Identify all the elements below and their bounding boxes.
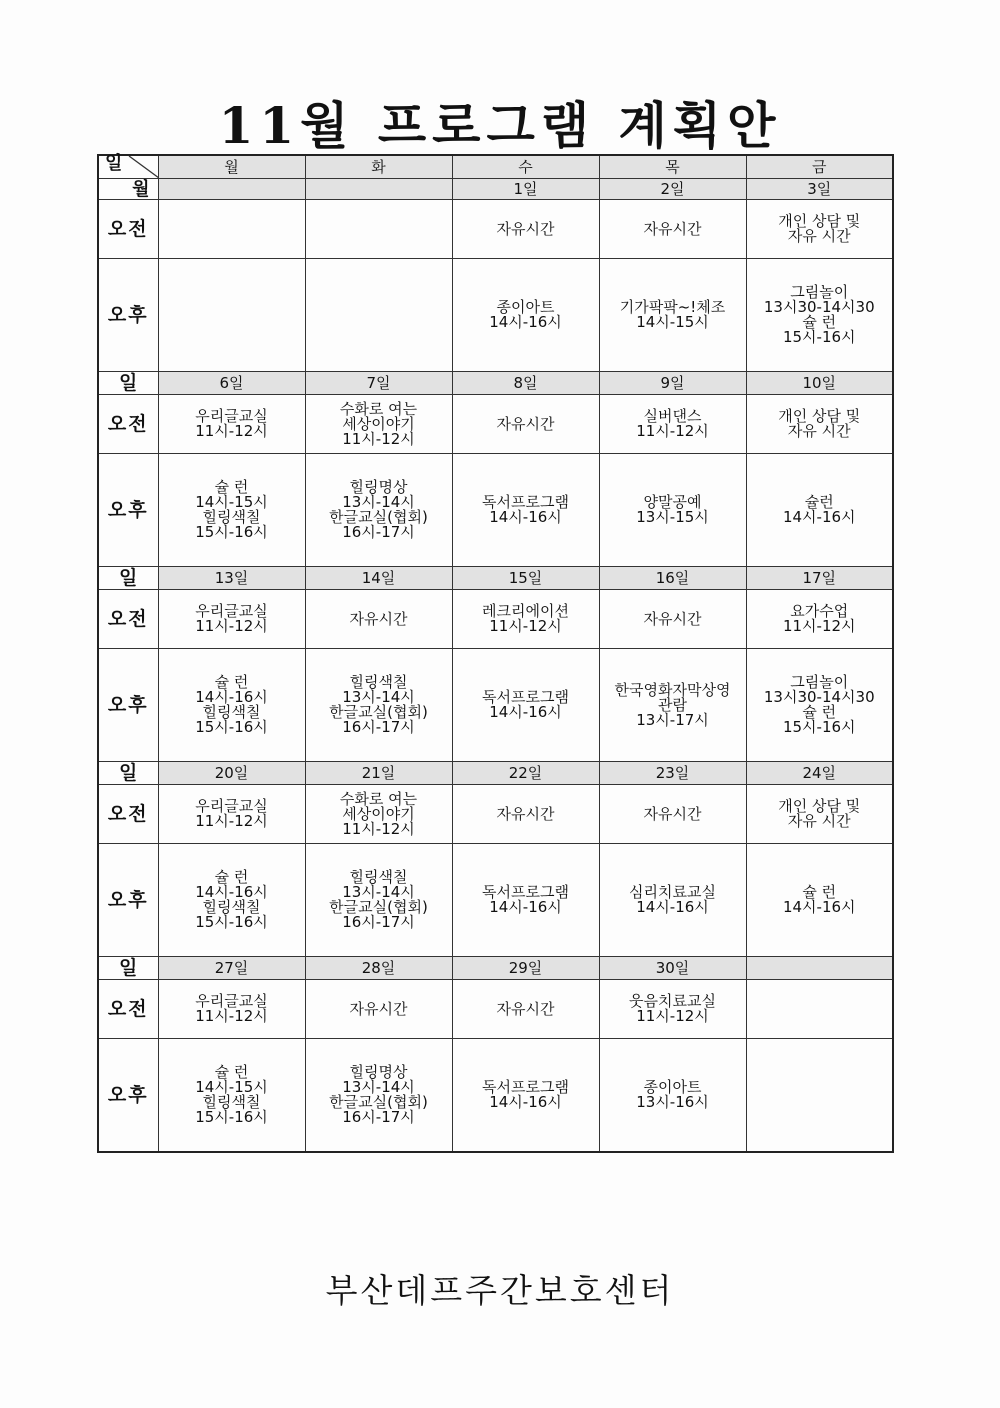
program-line: 11시-12시 [782, 617, 856, 635]
program-cell [158, 785, 305, 844]
program-line: 우리글교실 [195, 602, 268, 620]
program-cell [158, 200, 305, 259]
am-row [98, 200, 893, 259]
program-cell [452, 200, 599, 259]
program-line: 힐링명상 [349, 478, 408, 496]
period-label-pm: 오후 [98, 1039, 158, 1153]
program-line: 14시-15시 [636, 313, 709, 331]
program-line: 자유시간 [643, 219, 702, 238]
program-line: 13시-16시 [636, 1093, 709, 1111]
date-cell-fri: 17일 [746, 567, 893, 590]
program-line: 14시-16시 [489, 898, 562, 916]
date-cell-wed: 22일 [452, 762, 599, 785]
date-cell-thu: 30일 [599, 957, 746, 980]
program-line: 레크리에이션 [482, 602, 569, 620]
date-row [98, 957, 893, 980]
program-line: 13시30-14시30 [763, 688, 875, 706]
program-line: 14시-16시 [782, 898, 856, 916]
am-row [98, 395, 893, 454]
program-cell [158, 590, 305, 649]
program-line: 힐링색칠 [202, 1093, 261, 1111]
program-line: 14시-16시 [782, 508, 856, 526]
program-line: 우리글교실 [195, 797, 268, 815]
program-cell [158, 649, 305, 762]
date-cell-tue: 28일 [305, 957, 452, 980]
program-cell [452, 785, 599, 844]
program-cell [305, 200, 452, 259]
program-line: 13시-14시 [342, 1078, 415, 1096]
program-line: 13시-14시 [342, 493, 415, 511]
program-line: 기가팍팍~!체조 [619, 298, 726, 316]
program-line: 그림놀이 [790, 283, 849, 301]
corner-day-label: 일 [105, 153, 123, 174]
program-cell [599, 980, 746, 1039]
program-cell [305, 454, 452, 567]
program-line: 16시-17시 [342, 523, 415, 541]
pm-row [98, 844, 893, 957]
program-cell [305, 395, 452, 454]
program-line: 독서프로그램 [482, 688, 569, 706]
program-line: 개인 상담 및 [778, 797, 861, 815]
program-line: 한글교실(협회) [329, 1093, 428, 1111]
period-label-pm: 오후 [98, 844, 158, 957]
week-label: 일 [98, 762, 158, 785]
date-cell-tue: 14일 [305, 567, 452, 590]
program-cell [452, 1039, 599, 1153]
program-line: 힐링명상 [349, 1063, 408, 1081]
program-line: 실버댄스 [643, 407, 702, 425]
program-line: 세상이야기 [342, 414, 415, 433]
program-line: 11시-12시 [195, 1007, 268, 1025]
program-line: 15시-16시 [195, 1108, 268, 1126]
program-line: 종이아트 [496, 298, 555, 316]
day-header-row [98, 155, 893, 179]
program-line: 14시-16시 [195, 688, 268, 706]
pm-row [98, 259, 893, 372]
program-line: 슐런 [804, 493, 834, 511]
program-line: 15시-16시 [782, 328, 856, 346]
program-line: 힐링색칠 [202, 703, 261, 721]
period-label-pm: 오후 [98, 454, 158, 567]
pm-row [98, 649, 893, 762]
program-line: 독서프로그램 [482, 883, 569, 901]
am-row [98, 785, 893, 844]
center-name: 부산데프주간보호센터 [325, 1271, 675, 1310]
day-header-wed: 수 [452, 155, 599, 179]
program-line: 힐링색칠 [202, 898, 261, 916]
program-line: 수화로 여는 [339, 789, 418, 808]
program-cell [599, 844, 746, 957]
program-line: 14시-16시 [489, 703, 562, 721]
program-line: 슐 런 [214, 478, 249, 496]
corner-month-label: 월 [98, 179, 158, 200]
program-cell [158, 395, 305, 454]
schedule-table [97, 154, 894, 1153]
program-line: 15시-16시 [195, 913, 268, 931]
date-cell-thu: 23일 [599, 762, 746, 785]
program-cell [452, 259, 599, 372]
program-cell [452, 844, 599, 957]
date-cell-tue [305, 179, 452, 200]
program-line: 16시-17시 [342, 718, 415, 736]
program-line: 자유 시간 [787, 812, 851, 830]
program-line: 14시-16시 [489, 508, 562, 526]
date-cell-mon: 13일 [158, 567, 305, 590]
program-cell [305, 844, 452, 957]
program-line: 그림놀이 [790, 673, 849, 691]
day-header-fri: 금 [746, 155, 893, 179]
date-cell-fri: 10일 [746, 372, 893, 395]
program-line: 웃음치료교실 [629, 992, 716, 1010]
program-cell [746, 200, 893, 259]
period-label-am: 오전 [98, 785, 158, 844]
program-line: 15시-16시 [782, 718, 856, 736]
program-line: 자유 시간 [787, 227, 851, 245]
program-cell [599, 395, 746, 454]
program-cell [305, 1039, 452, 1153]
program-cell [452, 395, 599, 454]
page-title-text: 11월 프로그램 계획안 [209, 86, 792, 162]
program-cell [746, 395, 893, 454]
program-line: 요가수업 [790, 602, 849, 620]
period-label-am: 오전 [98, 200, 158, 259]
program-line: 수화로 여는 [339, 399, 418, 418]
program-line: 11시-12시 [195, 812, 268, 830]
program-cell [305, 590, 452, 649]
program-cell [158, 1039, 305, 1153]
program-cell [599, 259, 746, 372]
program-cell [599, 1039, 746, 1153]
program-line: 자유시간 [496, 999, 555, 1018]
date-cell-thu: 16일 [599, 567, 746, 590]
program-line: 13시30-14시30 [763, 298, 875, 316]
week-label: 일 [98, 957, 158, 980]
program-line: 종이아트 [643, 1078, 702, 1096]
date-cell-thu: 9일 [599, 372, 746, 395]
program-line: 14시-16시 [489, 1093, 562, 1111]
program-line: 14시-16시 [636, 898, 709, 916]
program-line: 자유시간 [496, 804, 555, 823]
program-cell [746, 785, 893, 844]
program-cell [599, 200, 746, 259]
program-line: 자유시간 [496, 219, 555, 238]
program-line: 11시-12시 [489, 617, 562, 635]
program-line: 11시-12시 [195, 617, 268, 635]
program-line: 슐 런 [802, 883, 837, 901]
program-cell [305, 980, 452, 1039]
program-line: 16시-17시 [342, 1108, 415, 1126]
program-line: 힐링색칠 [349, 673, 408, 691]
program-line: 13시-14시 [342, 883, 415, 901]
program-cell [305, 785, 452, 844]
pm-row [98, 1039, 893, 1153]
program-line: 11시-12시 [195, 422, 268, 440]
program-cell [158, 454, 305, 567]
am-row [98, 590, 893, 649]
program-cell [746, 980, 893, 1039]
pm-row [98, 454, 893, 567]
program-line: 한글교실(협회) [329, 508, 428, 526]
program-line: 자유 시간 [787, 422, 851, 440]
program-line: 세상이야기 [342, 804, 415, 823]
program-line: 독서프로그램 [482, 1078, 569, 1096]
date-cell-thu: 2일 [599, 179, 746, 200]
program-cell [599, 590, 746, 649]
schedule-wrapper [97, 154, 892, 1153]
program-line: 한국영화자막상영 [614, 680, 731, 699]
date-cell-mon: 6일 [158, 372, 305, 395]
program-line: 한글교실(협회) [329, 898, 428, 916]
program-line: 13시-17시 [636, 710, 709, 729]
day-header-mon: 월 [158, 155, 305, 179]
program-cell [452, 454, 599, 567]
program-cell [746, 259, 893, 372]
day-header-tue: 화 [305, 155, 452, 179]
date-cell-tue: 21일 [305, 762, 452, 785]
program-line: 양말공예 [643, 493, 702, 511]
week-label: 일 [98, 372, 158, 395]
program-line: 14시-16시 [195, 883, 268, 901]
date-cell-mon: 27일 [158, 957, 305, 980]
date-cell-wed: 15일 [452, 567, 599, 590]
program-line: 16시-17시 [342, 913, 415, 931]
program-line: 우리글교실 [195, 407, 268, 425]
program-line: 11시-12시 [636, 1007, 709, 1025]
program-cell [599, 454, 746, 567]
period-label-pm: 오후 [98, 649, 158, 762]
program-cell [746, 649, 893, 762]
program-line: 자유시간 [643, 609, 702, 628]
schedule-body [98, 155, 893, 1152]
program-line: 우리글교실 [195, 992, 268, 1010]
date-cell-fri [746, 957, 893, 980]
period-label-am: 오전 [98, 395, 158, 454]
header-corner [98, 155, 158, 179]
program-line: 14시-15시 [195, 493, 268, 511]
program-line: 11시-12시 [636, 422, 709, 440]
program-line: 관람 [658, 695, 687, 714]
date-cell-mon [158, 179, 305, 200]
date-cell-tue: 7일 [305, 372, 452, 395]
period-label-pm: 오후 [98, 259, 158, 372]
program-line: 14시-15시 [195, 1078, 268, 1096]
program-cell [746, 454, 893, 567]
program-line: 자유시간 [496, 414, 555, 433]
program-line: 14시-16시 [489, 313, 562, 331]
program-line: 자유시간 [349, 609, 408, 628]
program-line: 힐링색칠 [202, 508, 261, 526]
date-cell-wed: 29일 [452, 957, 599, 980]
program-cell [452, 980, 599, 1039]
program-cell [158, 844, 305, 957]
week-label: 일 [98, 567, 158, 590]
program-line: 13시-15시 [636, 508, 709, 526]
program-cell [452, 649, 599, 762]
program-line: 11시-12시 [342, 429, 415, 448]
program-line: 독서프로그램 [482, 493, 569, 511]
program-cell [305, 259, 452, 372]
page-title [0, 86, 1000, 162]
program-line: 개인 상담 및 [778, 212, 861, 230]
program-cell [158, 980, 305, 1039]
program-line: 자유시간 [349, 999, 408, 1018]
date-row [98, 179, 893, 200]
date-cell-wed: 8일 [452, 372, 599, 395]
program-line: 한글교실(협회) [329, 703, 428, 721]
date-row [98, 762, 893, 785]
date-cell-wed: 1일 [452, 179, 599, 200]
date-cell-fri: 24일 [746, 762, 893, 785]
period-label-am: 오전 [98, 980, 158, 1039]
program-line: 자유시간 [643, 804, 702, 823]
program-cell [599, 649, 746, 762]
am-row [98, 980, 893, 1039]
program-line: 개인 상담 및 [778, 407, 861, 425]
program-cell [746, 1039, 893, 1153]
program-cell [599, 785, 746, 844]
date-row [98, 567, 893, 590]
program-cell [452, 590, 599, 649]
date-row [98, 372, 893, 395]
program-line: 11시-12시 [342, 819, 415, 838]
program-line: 슐 런 [802, 703, 837, 721]
program-cell [305, 649, 452, 762]
program-line: 심리치료교실 [629, 883, 716, 901]
program-line: 13시-14시 [342, 688, 415, 706]
day-header-thu: 목 [599, 155, 746, 179]
program-line: 슐 런 [214, 868, 249, 886]
program-line: 15시-16시 [195, 523, 268, 541]
date-cell-mon: 20일 [158, 762, 305, 785]
program-line: 슐 런 [802, 313, 837, 331]
program-cell [746, 844, 893, 957]
program-cell [158, 259, 305, 372]
period-label-am: 오전 [98, 590, 158, 649]
program-line: 15시-16시 [195, 718, 268, 736]
date-cell-fri: 3일 [746, 179, 893, 200]
program-line: 슐 런 [214, 1063, 249, 1081]
program-cell [746, 590, 893, 649]
program-line: 힐링색칠 [349, 868, 408, 886]
program-line: 슐 런 [214, 673, 249, 691]
